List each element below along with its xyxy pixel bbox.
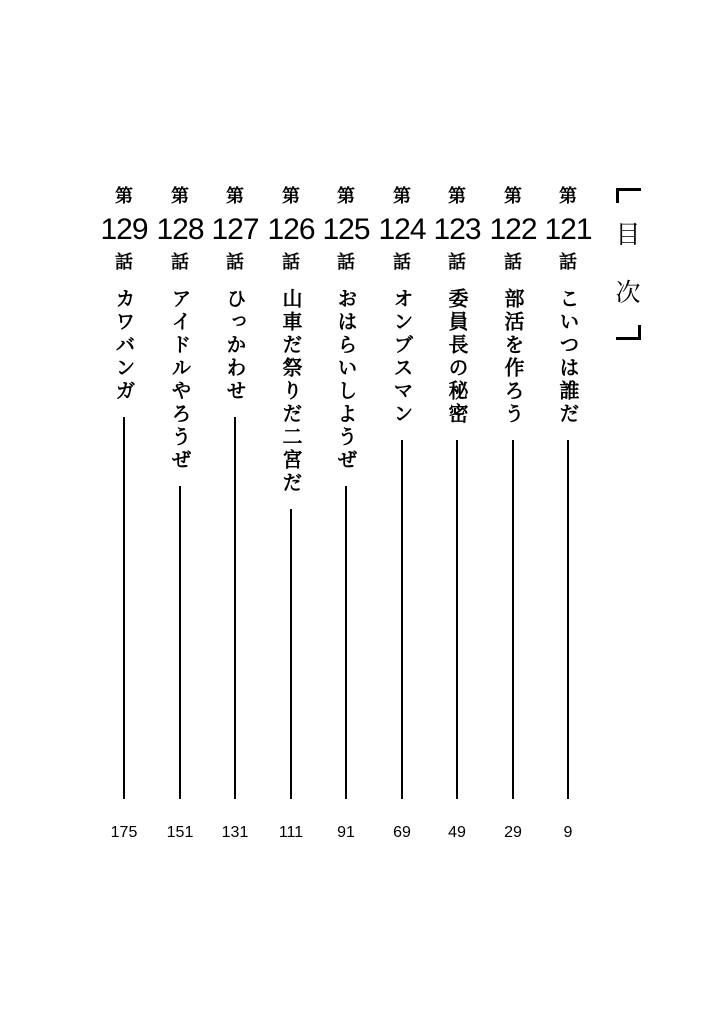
page-number: 131	[221, 824, 249, 841]
chapter-suffix: 話	[448, 252, 466, 273]
chapter-121[interactable]	[539, 183, 597, 843]
chapter-number: 128	[156, 213, 204, 246]
toc-heading	[608, 180, 648, 342]
chapter-suffix: 話	[393, 252, 411, 273]
leader-line	[234, 417, 236, 799]
leader-line	[123, 417, 125, 799]
chapter-suffix: 話	[282, 252, 300, 273]
page-number: 111	[278, 824, 304, 841]
page-number: 49	[448, 824, 466, 841]
chapter-126[interactable]	[262, 183, 320, 843]
heading-char-moku: 目	[615, 220, 641, 249]
bracket-close	[616, 325, 641, 340]
chapter-124[interactable]	[373, 183, 431, 843]
chapter-number: 129	[100, 213, 148, 246]
heading-char-ji: 次	[615, 278, 641, 307]
chapter-prefix: 第	[115, 186, 133, 207]
chapter-number: 123	[433, 213, 481, 246]
page-number: 69	[393, 824, 411, 841]
leader-line	[512, 440, 514, 799]
chapter-number: 127	[211, 213, 259, 246]
chapter-suffix: 話	[115, 252, 133, 273]
chapter-title: おはらいしようぜ	[334, 288, 358, 472]
leader-line	[345, 486, 347, 799]
chapter-prefix: 第	[393, 186, 411, 207]
chapter-title: 部活を作ろう	[501, 288, 525, 426]
page-number: 151	[166, 824, 194, 841]
chapter-prefix: 第	[448, 186, 466, 207]
page-number: 91	[337, 824, 355, 841]
chapter-123[interactable]	[428, 183, 486, 843]
chapter-prefix: 第	[171, 186, 189, 207]
leader-line	[179, 486, 181, 799]
chapter-number: 124	[378, 213, 426, 246]
chapter-title: オンブスマン	[390, 288, 414, 426]
chapter-title: アイドルやろうぜ	[168, 288, 192, 472]
chapter-number: 122	[489, 213, 537, 246]
bracket-open	[616, 188, 641, 203]
chapter-number: 126	[267, 213, 315, 246]
chapter-suffix: 話	[226, 252, 244, 273]
chapter-prefix: 第	[504, 186, 522, 207]
leader-line	[567, 440, 569, 799]
page-number: 29	[504, 824, 522, 841]
chapter-127[interactable]	[206, 183, 264, 843]
leader-line	[401, 440, 403, 799]
chapter-129[interactable]	[95, 183, 153, 843]
chapter-125[interactable]	[317, 183, 375, 843]
chapter-title: 山車だ祭りだ二宮だ	[279, 288, 303, 495]
chapter-suffix: 話	[559, 252, 577, 273]
leader-line	[290, 509, 292, 799]
leader-line	[456, 440, 458, 799]
chapter-title: こいつは誰だ	[556, 288, 580, 426]
chapter-prefix: 第	[282, 186, 300, 207]
chapter-prefix: 第	[226, 186, 244, 207]
chapter-title: カワバンガ	[112, 288, 136, 403]
page-number: 9	[563, 824, 573, 841]
chapter-suffix: 話	[171, 252, 189, 273]
chapter-title: 委員長の秘密	[445, 288, 469, 426]
chapter-122[interactable]	[484, 183, 542, 843]
chapter-prefix: 第	[559, 186, 577, 207]
chapter-suffix: 話	[504, 252, 522, 273]
chapter-128[interactable]	[151, 183, 209, 843]
chapter-number: 121	[544, 213, 592, 246]
chapter-title: ひっかわせ	[223, 288, 247, 403]
chapter-suffix: 話	[337, 252, 355, 273]
chapter-number: 125	[322, 213, 370, 246]
chapter-prefix: 第	[337, 186, 355, 207]
page-number: 175	[110, 824, 138, 841]
